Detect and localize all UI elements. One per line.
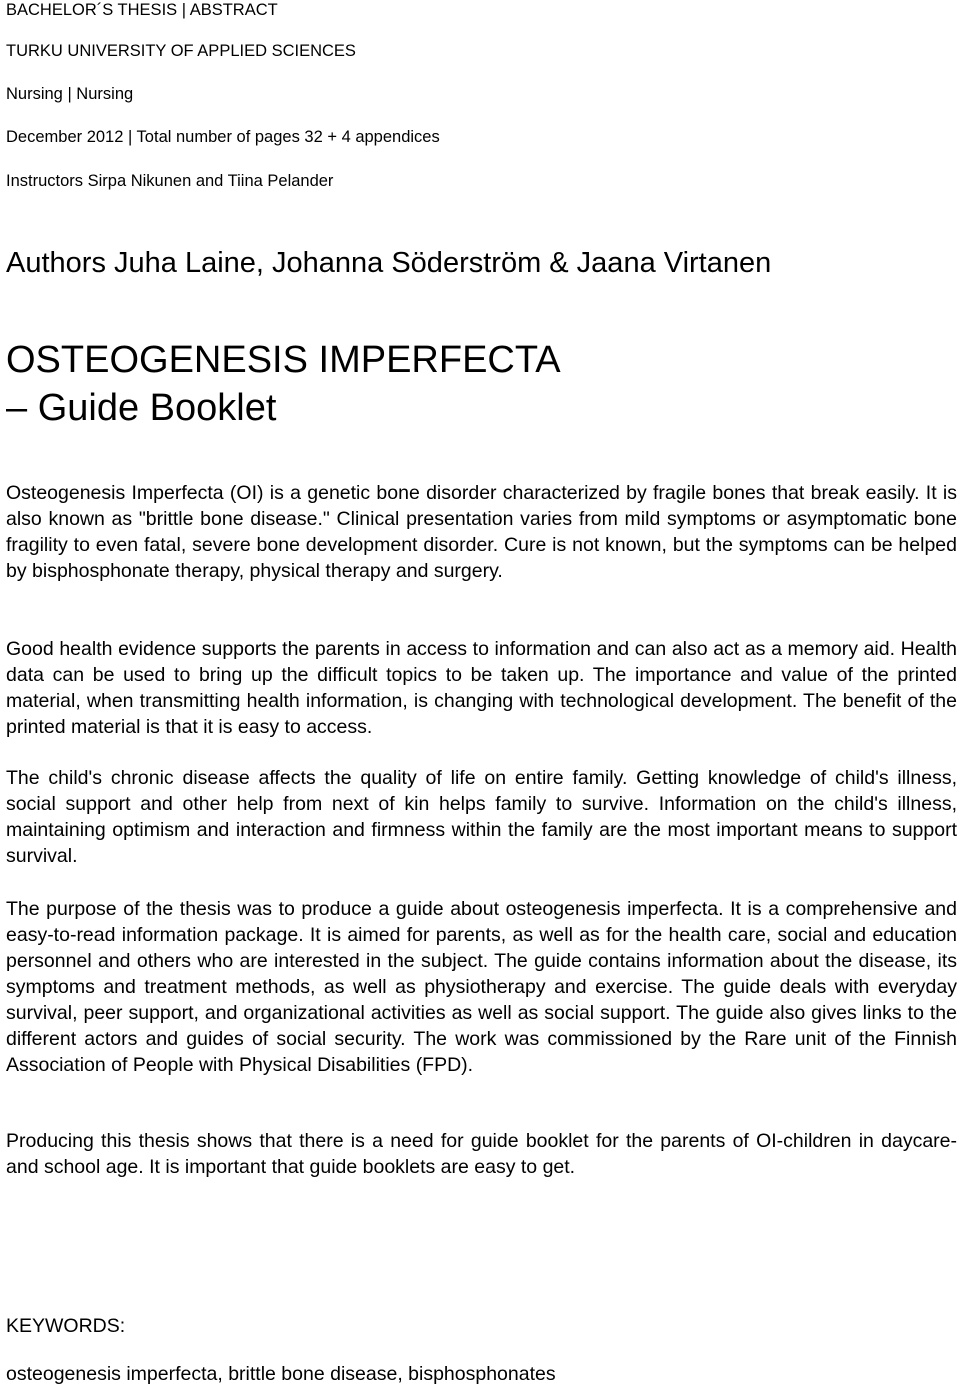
- thesis-title-line-2: – Guide Booklet: [6, 387, 277, 429]
- abstract-paragraph-2: Good health evidence supports the parents in access to information and can also act as a memory aid. Health data can be used to bring up the difficult topics to be taken up. The importance and value of the printed material, when transmitting health information, is changing with technological development. The benefit of the printed material is that it is easy to access.: [6, 638, 957, 738]
- degree-program: Nursing | Nursing: [6, 85, 134, 103]
- thesis-type: BACHELOR´S THESIS | ABSTRACT: [6, 1, 278, 19]
- thesis-title-line-1: OSTEOGENESIS IMPERFECTA: [6, 339, 561, 381]
- keywords-label: KEYWORDS:: [6, 1315, 126, 1337]
- abstract-paragraph-3: The child's chronic disease affects the quality of life on entire family. Getting knowledge of child's illness, social support and other help from next of kin helps family to survive. Information on the child's illness, maintaining optimism and interaction and firmness within the family are the most important means to support survival.: [6, 767, 957, 867]
- keywords-list: osteogenesis imperfecta, brittle bone disease, bisphosphonates: [6, 1363, 556, 1385]
- abstract-paragraph-4: The purpose of the thesis was to produce a guide about osteogenesis imperfecta. It is a comprehensive and easy-to-read information package. It is aimed for parents, as well as for the health care, social and education personnel and others who are interested in the subject. The guide contains information about the disease, its symptoms and treatment methods, as well as physiotherapy and exercise. The guide deals with everyday survival, peer support, and organizational activities as well as social support. The guide also gives links to the different actors and guides of social security. The work was commissioned by the Rare unit of the Finnish Association of People with Physical Disabilities (FPD).: [6, 898, 957, 1076]
- abstract-paragraph-1: Osteogenesis Imperfecta (OI) is a genetic bone disorder characterized by fragile bones that break easily. It is also known as "brittle bone disease." Clinical presentation varies from mild symptoms or asymptomatic bone fragility to even fatal, severe bone development disorder. Cure is not known, but the symptoms can be helped by bisphosphonate therapy, physical therapy and surgery.: [6, 482, 957, 582]
- date-and-pages: December 2012 | Total number of pages 32 + 4 appendices: [6, 128, 440, 146]
- instructors: Instructors Sirpa Nikunen and Tiina Pelander: [6, 172, 334, 190]
- authors: Authors Juha Laine, Johanna Söderström & Jaana Virtanen: [6, 247, 772, 279]
- abstract-paragraph-5: Producing this thesis shows that there is a need for guide booklet for the parents of OI-children in daycare- and school age. It is important that guide booklets are easy to get.: [6, 1130, 957, 1178]
- thesis-title: [6, 336, 561, 432]
- university-name: TURKU UNIVERSITY OF APPLIED SCIENCES: [6, 42, 356, 60]
